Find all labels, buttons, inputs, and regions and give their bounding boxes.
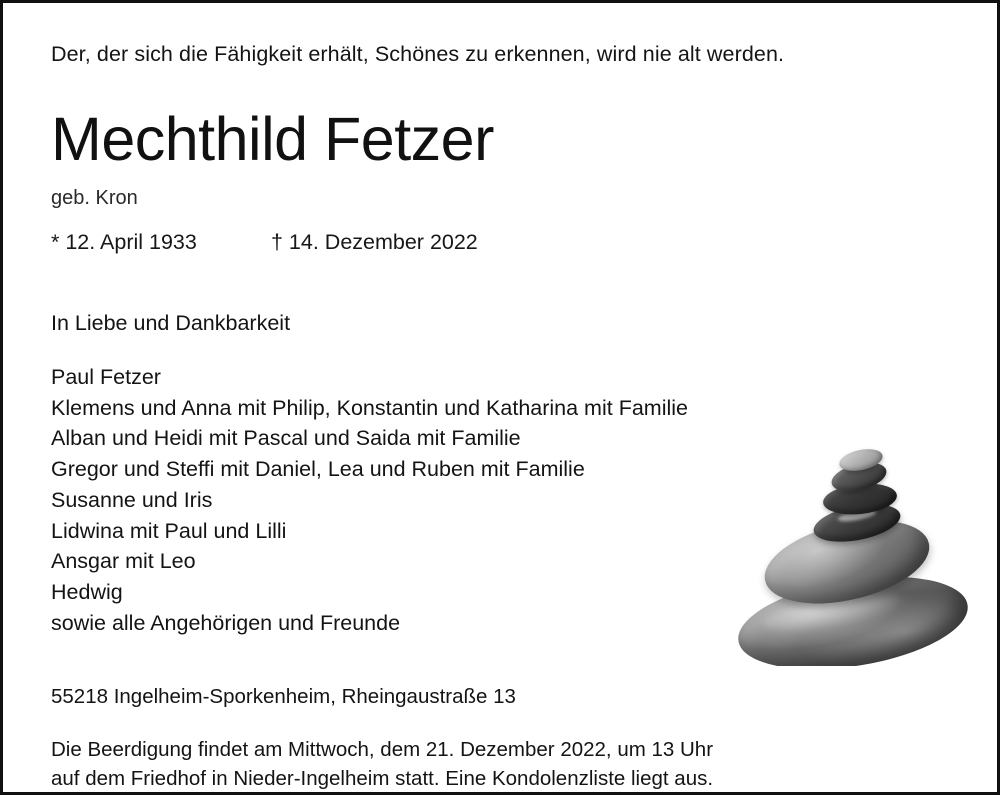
list-item: sowie alle Angehörigen und Freunde <box>51 610 401 635</box>
funeral-details <box>51 735 953 793</box>
list-item: Alban und Heidi mit Pascal und Saida mit Familie <box>51 426 521 451</box>
list-item: Susanne und Iris <box>51 487 213 512</box>
list-item: Ansgar mit Leo <box>51 549 196 574</box>
list-item: Paul Fetzer <box>51 364 161 389</box>
funeral-line-2: auf dem Friedhof in Nieder-Ingelheim statt. Eine Kondolenzliste liegt aus. <box>51 766 714 790</box>
death-date: † 14. Dezember 2022 <box>271 229 478 254</box>
epitaph-quote: Der, der sich die Fähigkeit erhält, Schönes zu erkennen, wird nie alt werden. <box>51 42 785 66</box>
maiden-name: geb. Kron <box>51 186 138 209</box>
list-item: Hedwig <box>51 580 123 605</box>
list-item: Klemens und Anna mit Philip, Konstantin und Katharina mit Familie <box>51 395 688 420</box>
dedication-text: In Liebe und Dankbarkeit <box>51 310 291 335</box>
birth-date: * 12. April 1933 <box>51 229 197 254</box>
address-line: 55218 Ingelheim-Sporkenheim, Rheingaustraße 13 <box>51 684 516 708</box>
list-item: Lidwina mit Paul und Lilli <box>51 518 287 543</box>
deceased-name: Mechthild Fetzer <box>51 104 494 173</box>
funeral-line-1: Die Beerdigung findet am Mittwoch, dem 21. Dezember 2022, um 13 Uhr <box>51 737 714 761</box>
life-dates <box>51 230 953 255</box>
list-item: Gregor und Steffi mit Daniel, Lea und Ruben mit Familie <box>51 457 585 482</box>
stacked-stones-image <box>735 404 983 666</box>
notice-content <box>3 3 997 792</box>
